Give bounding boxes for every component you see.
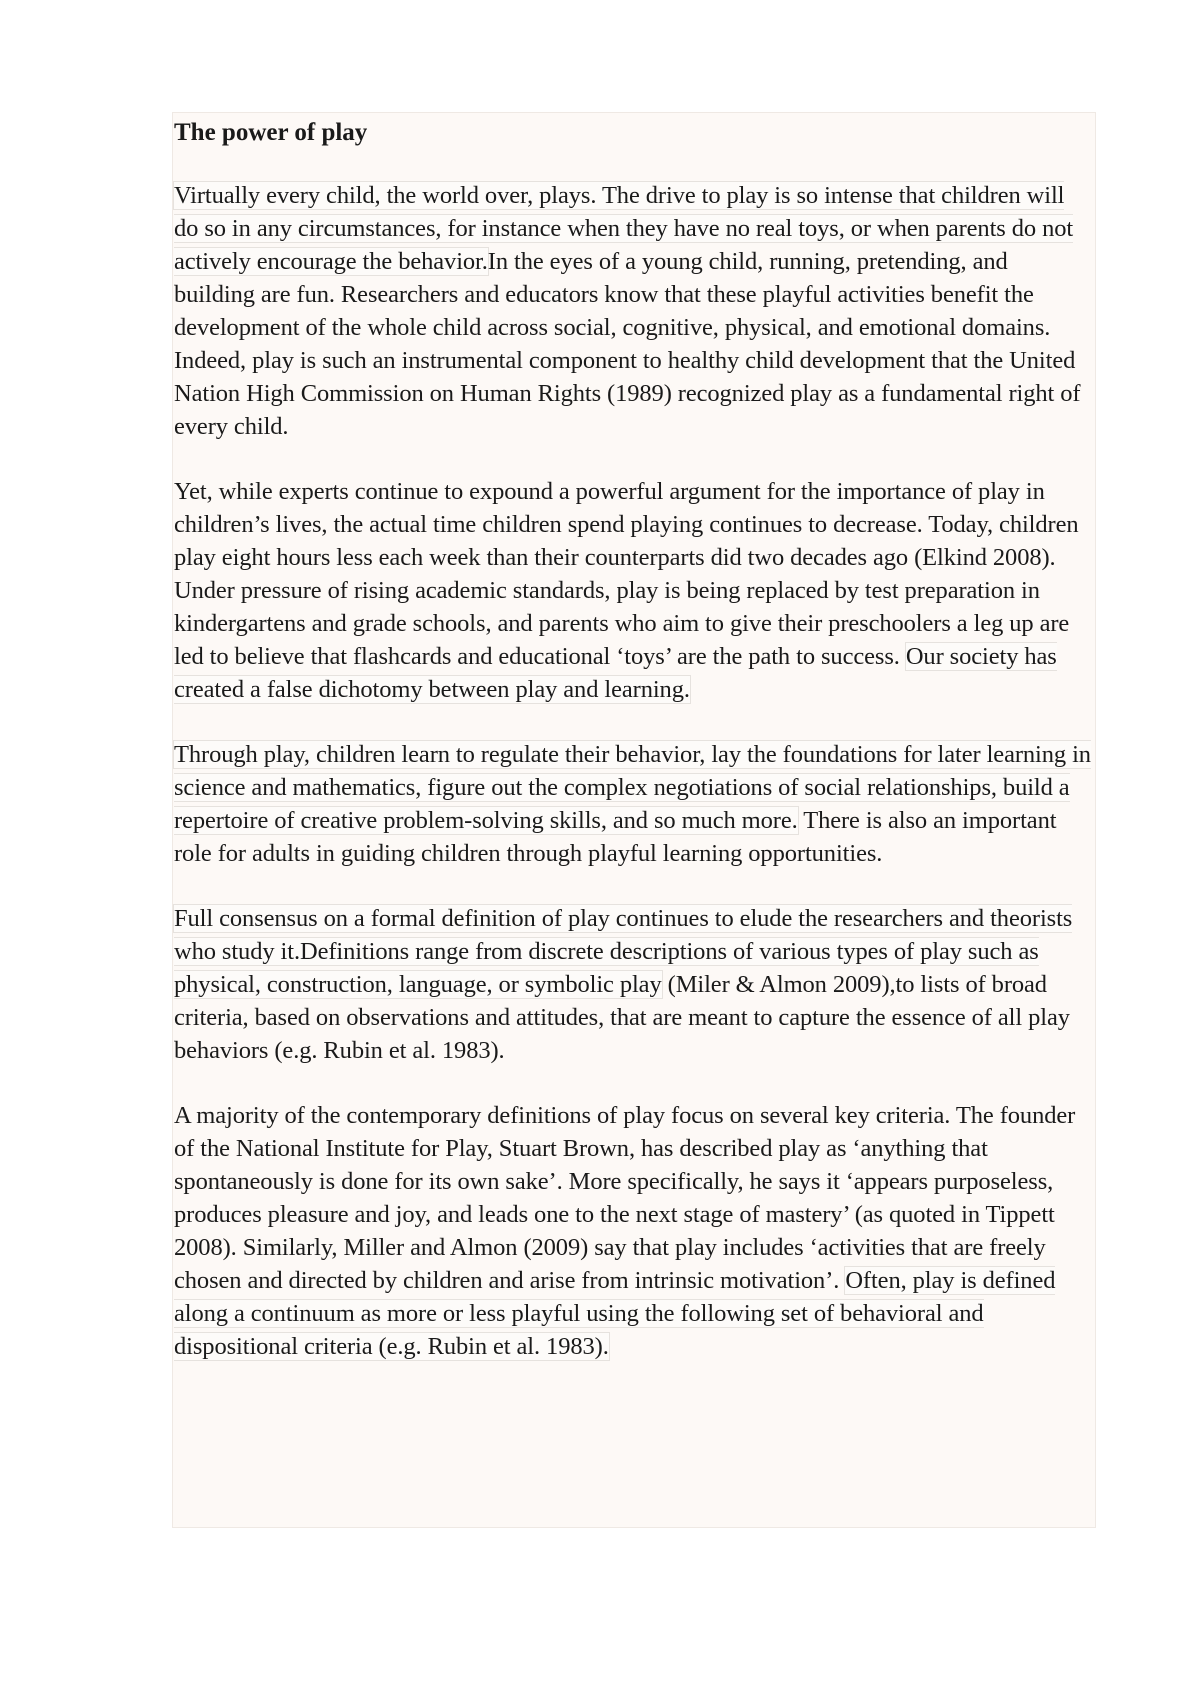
paragraph-4	[174, 902, 1094, 1067]
highlighted-sentence: Through play, children learn to regulate their behavior, lay the foundations for later learning in science and mathematics, figure out the complex negotiations of social relationships, build a repertoire of creative problem-solving skills, and so much more.	[174, 741, 1091, 834]
highlighted-sentence: Virtually every child, the world over, plays. The drive to play is so intense that children will do so in any circumstances, for instance when they have no real toys, or when parents do not actively encourage the behavior.	[174, 182, 1074, 275]
paragraph-text: (Miler & Almon 2009),to lists of broad criteria, based on observations and attitudes, that are meant to capture the essence of all play behaviors (e.g. Rubin et al. 1983).	[174, 971, 1070, 1064]
highlighted-sentence: Often, play is defined along a continuum as more or less playful using the following set of behavioral and dispositional criteria (e.g. Rubin et al. 1983).	[174, 1267, 1056, 1360]
paragraph-text: A majority of the contemporary definitions of play focus on several key criteria. The founder of the National Institute for Play, Stuart Brown, has described play as ‘anything that spontaneously is done for its own sake’. More specifically, he says it ‘appears purposeless, produces pleasure and joy, and leads one to the next stage of mastery’ (as quoted in Tippett 2008). Similarly, Miller and Almon (2009) say that play includes ‘activities that are freely chosen and directed by children and arise from intrinsic motivation’.	[174, 1102, 1076, 1294]
paragraph-text: In the eyes of a young child, running, pretending, and building are fun. Researchers and educators know that these playful activities benefit the development of the whole child across social, cognitive, physical, and emotional domains. Indeed, play is such an instrumental component to healthy child development that the United Nation High Commission on Human Rights (1989) recognized play as a fundamental right of every child.	[174, 248, 1081, 440]
document-title: The power of play	[174, 119, 368, 146]
paragraph-text: Yet, while experts continue to expound a powerful argument for the importance of play in children’s lives, the actual time children spend playing continues to decrease. Today, children play eight hours less each week than their counterparts did two decades ago (Elkind 2008). Under pressure of rising academic standards, play is being replaced by test preparation in kindergartens and grade schools, and parents who aim to give their preschoolers a leg up are led to believe that flashcards and educational ‘toys’ are the path to success.	[174, 478, 1079, 670]
paragraph-1	[174, 179, 1094, 443]
highlighted-sentence: Our society has created a false dichotomy between play and learning.	[174, 643, 1057, 703]
document-body	[174, 114, 1094, 1395]
paragraph-text: There is also an important role for adults in guiding children through playful learning opportunities.	[174, 807, 1057, 867]
highlighted-sentence: Full consensus on a formal definition of play continues to elude the researchers and theorists who study it.Definitions range from discrete descriptions of various types of play such as physical, construction, language, or symbolic play	[174, 905, 1073, 998]
paragraph-2	[174, 475, 1094, 706]
paragraph-3	[174, 738, 1094, 870]
paragraph-5	[174, 1099, 1094, 1363]
